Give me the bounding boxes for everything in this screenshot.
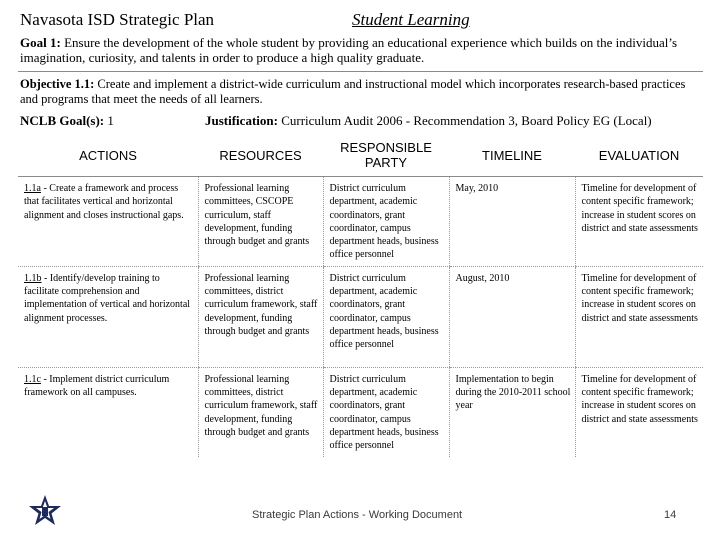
timeline-cell: Implementation to begin during the 2010-2011 school year [449, 367, 575, 457]
objective-text: Create and implement a district-wide curriculum and instructional model which incorporates research-based practices and programs that meet the needs of all learners. [20, 77, 686, 106]
timeline-cell: May, 2010 [449, 177, 575, 267]
action-cell [18, 266, 198, 367]
action-code: 1.1b [24, 272, 42, 284]
document-title: Navasota ISD Strategic Plan [20, 10, 215, 29]
footer-text: Strategic Plan Actions - Working Document [252, 509, 463, 521]
responsible-cell: District curriculum department, academic coordinators, grant coordinator, campus department heads, business office personnel [323, 266, 449, 367]
action-text: - Implement district curriculum framework on all campuses. [24, 373, 170, 399]
action-cell [18, 177, 198, 267]
header-actions: ACTIONS [18, 134, 198, 177]
objective-label: Objective 1.1: [20, 77, 95, 91]
action-code: 1.1c [24, 373, 41, 385]
evaluation-cell: Timeline for development of content specific framework; increase in student scores on district and state assessments [575, 266, 703, 367]
nclb-goals [20, 113, 114, 129]
responsible-cell: District curriculum department, academic coordinators, grant coordinator, campus department heads, business office personnel [323, 367, 449, 457]
justification [205, 113, 652, 129]
header-timeline: TIMELINE [449, 134, 575, 177]
resources-cell: Professional learning committees, district curriculum framework, staff development, funding through budget and grants [198, 367, 323, 457]
action-text: - Create a framework and process that facilitates vertical and horizontal alignment and closes instructional gaps. [24, 183, 184, 221]
action-cell [18, 367, 198, 457]
objective-statement [20, 77, 700, 107]
table-row [18, 266, 703, 367]
divider [18, 71, 703, 72]
district-star-logo-icon [28, 494, 62, 528]
header-resources: RESOURCES [198, 134, 323, 177]
action-text: - Identify/develop training to facilitate comprehension and implementation of vertical and horizontal alignment processes. [24, 272, 191, 324]
goal-label: Goal 1: [20, 35, 61, 50]
evaluation-cell: Timeline for development of content specific framework; increase in student scores on district and state assessments [575, 367, 703, 457]
resources-cell: Professional learning committees, district curriculum framework, staff development, funding through budget and grants [198, 266, 323, 367]
justification-label: Justification: [205, 113, 278, 128]
nclb-value: 1 [104, 113, 114, 128]
table-row [18, 367, 703, 457]
page-number: 14 [664, 509, 677, 521]
header-evaluation: EVALUATION [575, 134, 703, 177]
goal-text: Ensure the development of the whole student by providing an educational experience which builds on the individual’s imagination, curiosity, and talents in order to produce a high quality graduate. [20, 35, 678, 65]
action-plan-table [18, 134, 703, 457]
resources-cell: Professional learning committees, CSCOPE curriculum, staff development, funding through budget and grants [198, 177, 323, 267]
action-code: 1.1a [24, 183, 41, 194]
responsible-cell: District curriculum department, academic coordinators, grant coordinator, campus department heads, business office personnel [323, 177, 449, 267]
topic-heading: Student Learning [352, 10, 470, 29]
table-header-row [18, 134, 703, 177]
evaluation-cell: Timeline for development of content specific framework; increase in student scores on district and state assessments [575, 177, 703, 267]
table-row [18, 177, 703, 267]
timeline-cell: August, 2010 [449, 266, 575, 367]
justification-value: Curriculum Audit 2006 - Recommendation 3, Board Policy EG (Local) [277, 113, 652, 128]
header-responsible-party: RESPONSIBLE PARTY [323, 134, 449, 177]
nclb-label: NCLB Goal(s): [20, 113, 105, 128]
goal-statement [20, 35, 700, 65]
